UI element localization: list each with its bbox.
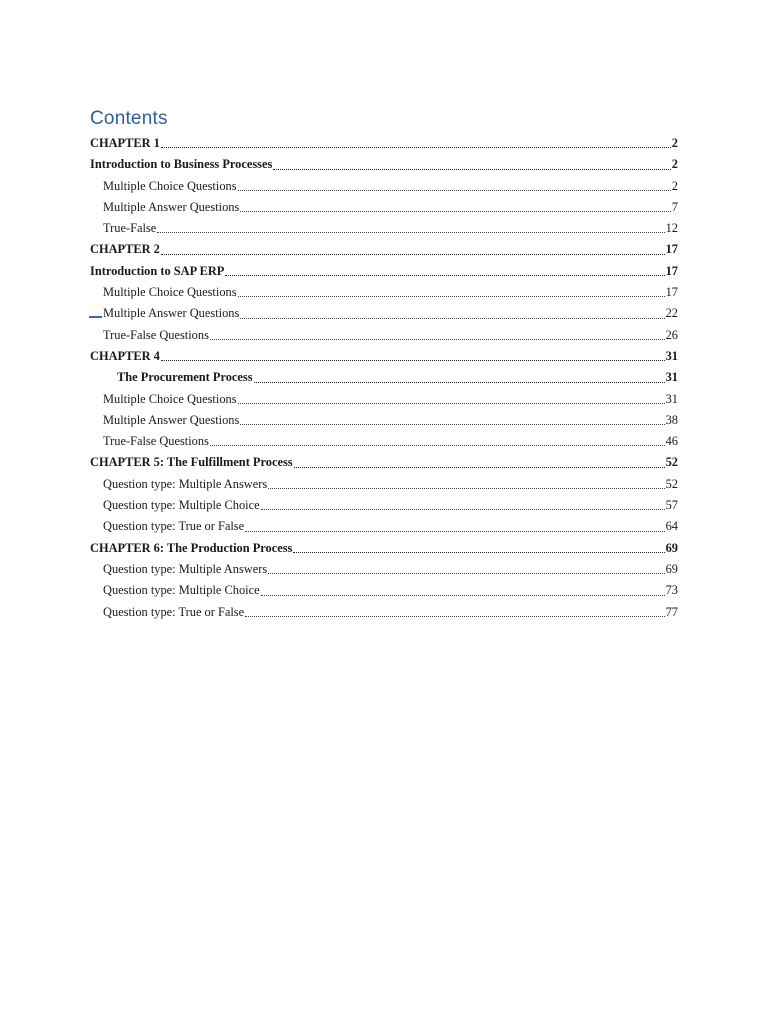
toc-page-number: 69 [665,561,678,576]
toc-page-number: 17 [665,263,678,278]
toc-entry-label: Question type: Multiple Answers [103,561,268,576]
toc-entry-label: CHAPTER 5: The Fulfillment Process [90,455,293,470]
toc-entry[interactable] [90,602,678,623]
toc-entry[interactable] [90,452,678,473]
toc-page-number: 7 [671,199,678,214]
toc-page-number: 52 [665,455,678,470]
toc-entry-label: CHAPTER 6: The Production Process [90,540,293,555]
toc-entry[interactable] [90,303,678,324]
dot-leader [273,168,670,170]
toc-entry[interactable] [90,282,678,303]
toc-entry-label: The Procurement Process [117,370,253,385]
dot-leader [161,253,665,255]
dot-leader [238,402,665,404]
toc-page-number: 2 [671,178,678,193]
table-of-contents [90,133,678,623]
toc-entry-label: CHAPTER 2 [90,242,160,257]
dot-leader [268,572,664,574]
toc-page-number: 26 [665,327,678,342]
dot-leader [293,551,664,553]
toc-entry[interactable] [90,176,678,197]
toc-entry-label: True-False [103,221,157,236]
toc-entry-label: Question type: Multiple Choice [103,498,260,513]
toc-entry[interactable] [90,580,678,601]
toc-title: Contents [90,108,168,129]
dot-leader [261,508,665,510]
dot-leader [161,359,665,361]
toc-page-number: 77 [665,604,678,619]
dot-leader [245,615,664,617]
toc-entry-label: True-False Questions [103,327,209,342]
toc-entry-label: CHAPTER 4 [90,348,160,363]
toc-page-number: 17 [665,285,678,300]
dot-leader [245,530,664,532]
toc-page-number: 31 [665,348,678,363]
toc-entry-label: CHAPTER 1 [90,136,160,150]
toc-entry[interactable] [90,559,678,580]
toc-entry[interactable] [90,410,678,431]
toc-entry-label: Multiple Choice Questions [103,285,237,300]
toc-entry[interactable] [90,133,678,154]
toc-entry[interactable] [90,218,678,239]
dot-leader [157,231,664,233]
toc-entry-label: Multiple Answer Questions [103,412,240,427]
toc-entry-label: Question type: True or False [103,604,245,619]
toc-page-number: 69 [665,540,678,555]
toc-entry[interactable] [90,239,678,260]
toc-entry-label: Multiple Choice Questions [103,178,237,193]
toc-entry[interactable] [90,346,678,367]
dot-leader [240,423,664,425]
dot-leader [294,466,665,468]
toc-page-number: 52 [665,476,678,491]
toc-entry-label: Multiple Choice Questions [103,391,237,406]
toc-entry-label: Multiple Answer Questions [103,306,240,321]
dot-leader [225,274,664,276]
toc-page-number: 64 [665,519,678,534]
dot-leader [240,317,664,319]
dot-leader [268,487,664,489]
toc-entry-label: Multiple Answer Questions [103,199,240,214]
dot-leader [238,295,665,297]
toc-entry[interactable] [90,261,678,282]
dot-leader [161,146,671,148]
toc-entry[interactable] [90,431,678,452]
toc-page-number: 31 [665,391,678,406]
toc-entry-label: Introduction to SAP ERP [90,263,225,278]
toc-page-number: 73 [665,583,678,598]
toc-page-number: 57 [665,498,678,513]
toc-entry[interactable] [90,325,678,346]
toc-entry[interactable] [90,154,678,175]
toc-page-number: 2 [671,157,678,172]
dot-leader [254,381,665,383]
toc-entry-label: Question type: Multiple Choice [103,583,260,598]
toc-page-number: 46 [665,434,678,449]
toc-entry[interactable] [90,367,678,388]
dot-leader [210,338,665,340]
toc-entry[interactable] [90,495,678,516]
toc-page-number: 12 [665,221,678,236]
toc-entry[interactable] [90,538,678,559]
toc-entry-label: True-False Questions [103,434,209,449]
cursor-mark [89,316,102,318]
toc-page-number: 2 [671,136,678,150]
dot-leader [210,444,665,446]
toc-entry-label: Introduction to Business Processes [90,157,273,172]
toc-page-number: 22 [665,306,678,321]
toc-entry-label: Question type: Multiple Answers [103,476,268,491]
toc-entry[interactable] [90,389,678,410]
dot-leader [261,594,665,596]
toc-entry[interactable] [90,197,678,218]
toc-page-number: 17 [665,242,678,257]
toc-page-number: 31 [665,370,678,385]
dot-leader [238,189,671,191]
dot-leader [240,210,671,212]
toc-entry[interactable] [90,516,678,537]
toc-entry[interactable] [90,474,678,495]
toc-page-number: 38 [665,412,678,427]
toc-entry-label: Question type: True or False [103,519,245,534]
